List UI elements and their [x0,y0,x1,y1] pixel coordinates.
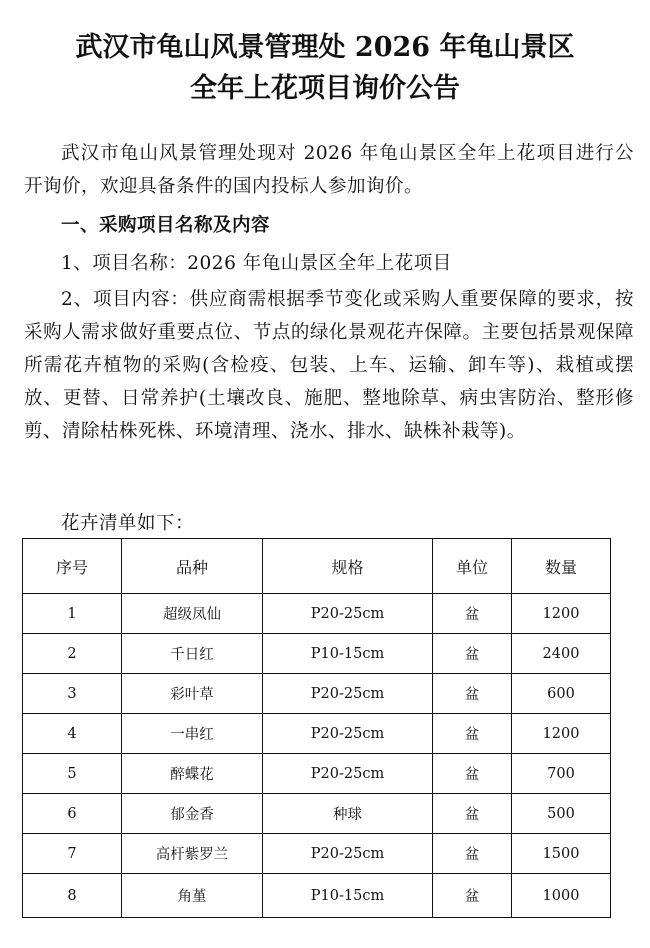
table-cell: P20-25cm [263,674,433,714]
table-cell: 盆 [433,634,512,674]
table-cell: 种球 [263,794,433,834]
table-cell: 一串红 [122,714,263,754]
header-cell: 品种 [122,539,263,594]
table-cell: 盆 [433,834,512,874]
table-cell: 1200 [512,594,611,634]
table-cell: 5 [23,754,122,794]
table-cell: 角堇 [122,874,263,918]
table-row [23,594,611,634]
table-cell: 盆 [433,674,512,714]
table-cell: 2 [23,634,122,674]
table-cell: 1200 [512,714,611,754]
table-cell: P20-25cm [263,714,433,754]
table-cell: 盆 [433,714,512,754]
table-cell: 7 [23,834,122,874]
table-cell: P20-25cm [263,594,433,634]
table-row [23,714,611,754]
table-cell: 6 [23,794,122,834]
table-cell: 500 [512,794,611,834]
table-cell: P10-15cm [263,874,433,918]
table-row [23,754,611,794]
document-title-line1: 武汉市龟山风景管理处 2026 年龟山景区 [75,32,575,63]
table-row [23,834,611,874]
project-content-item: 2、项目内容：供应商需根据季节变化或采购人重要保障的要求，按采购人需求做好重要点位、节点的绿化景观花卉保障。主要包括景观保障所需花卉植物的采购(含检疫、包装、上车、运输、卸车等)、栽植或摆放、更替、日常养护(土壤改良、施肥、整地除草、病虫害防治、整形修剪、清除枯株死株、环境清理、浇水、排水、缺株补栽等)。 [24,289,634,442]
table-cell: 1 [23,594,122,634]
flower-list-intro: 花卉清单如下： [61,513,195,534]
table-cell: 醉蝶花 [122,754,263,794]
table-cell: P20-25cm [263,834,433,874]
table-cell: 千日红 [122,634,263,674]
table-row [23,794,611,834]
intro-paragraph: 武汉市龟山风景管理处现对 2026 年龟山景区全年上花项目进行公开询价，欢迎具备条件的国内投标人参加询价。 [24,143,634,197]
table-cell: 彩叶草 [122,674,263,714]
table-header-row [23,539,611,594]
table-cell: 高杆紫罗兰 [122,834,263,874]
table-cell: P10-15cm [263,634,433,674]
header-cell: 数量 [512,539,611,594]
table-row [23,874,611,918]
table-cell: 600 [512,674,611,714]
table-cell: 8 [23,874,122,918]
table-cell: P20-25cm [263,754,433,794]
table-cell: 1000 [512,874,611,918]
table-row [23,634,611,674]
section-heading: 一、采购项目名称及内容 [61,215,271,236]
table-cell: 超级凤仙 [122,594,263,634]
document-title-line2: 全年上花项目询价公告 [190,73,460,104]
header-cell: 单位 [433,539,512,594]
project-name-item: 1、项目名称：2026 年龟山景区全年上花项目 [61,253,452,274]
table-cell: 盆 [433,794,512,834]
table-cell: 盆 [433,754,512,794]
table-cell: 700 [512,754,611,794]
table-cell: 2400 [512,634,611,674]
table-cell: 盆 [433,594,512,634]
header-cell: 序号 [23,539,122,594]
table-row [23,674,611,714]
flower-list-table [22,538,611,918]
table-cell: 盆 [433,874,512,918]
table-cell: 4 [23,714,122,754]
header-cell: 规格 [263,539,433,594]
table-cell: 3 [23,674,122,714]
table-cell: 郁金香 [122,794,263,834]
table-cell: 1500 [512,834,611,874]
